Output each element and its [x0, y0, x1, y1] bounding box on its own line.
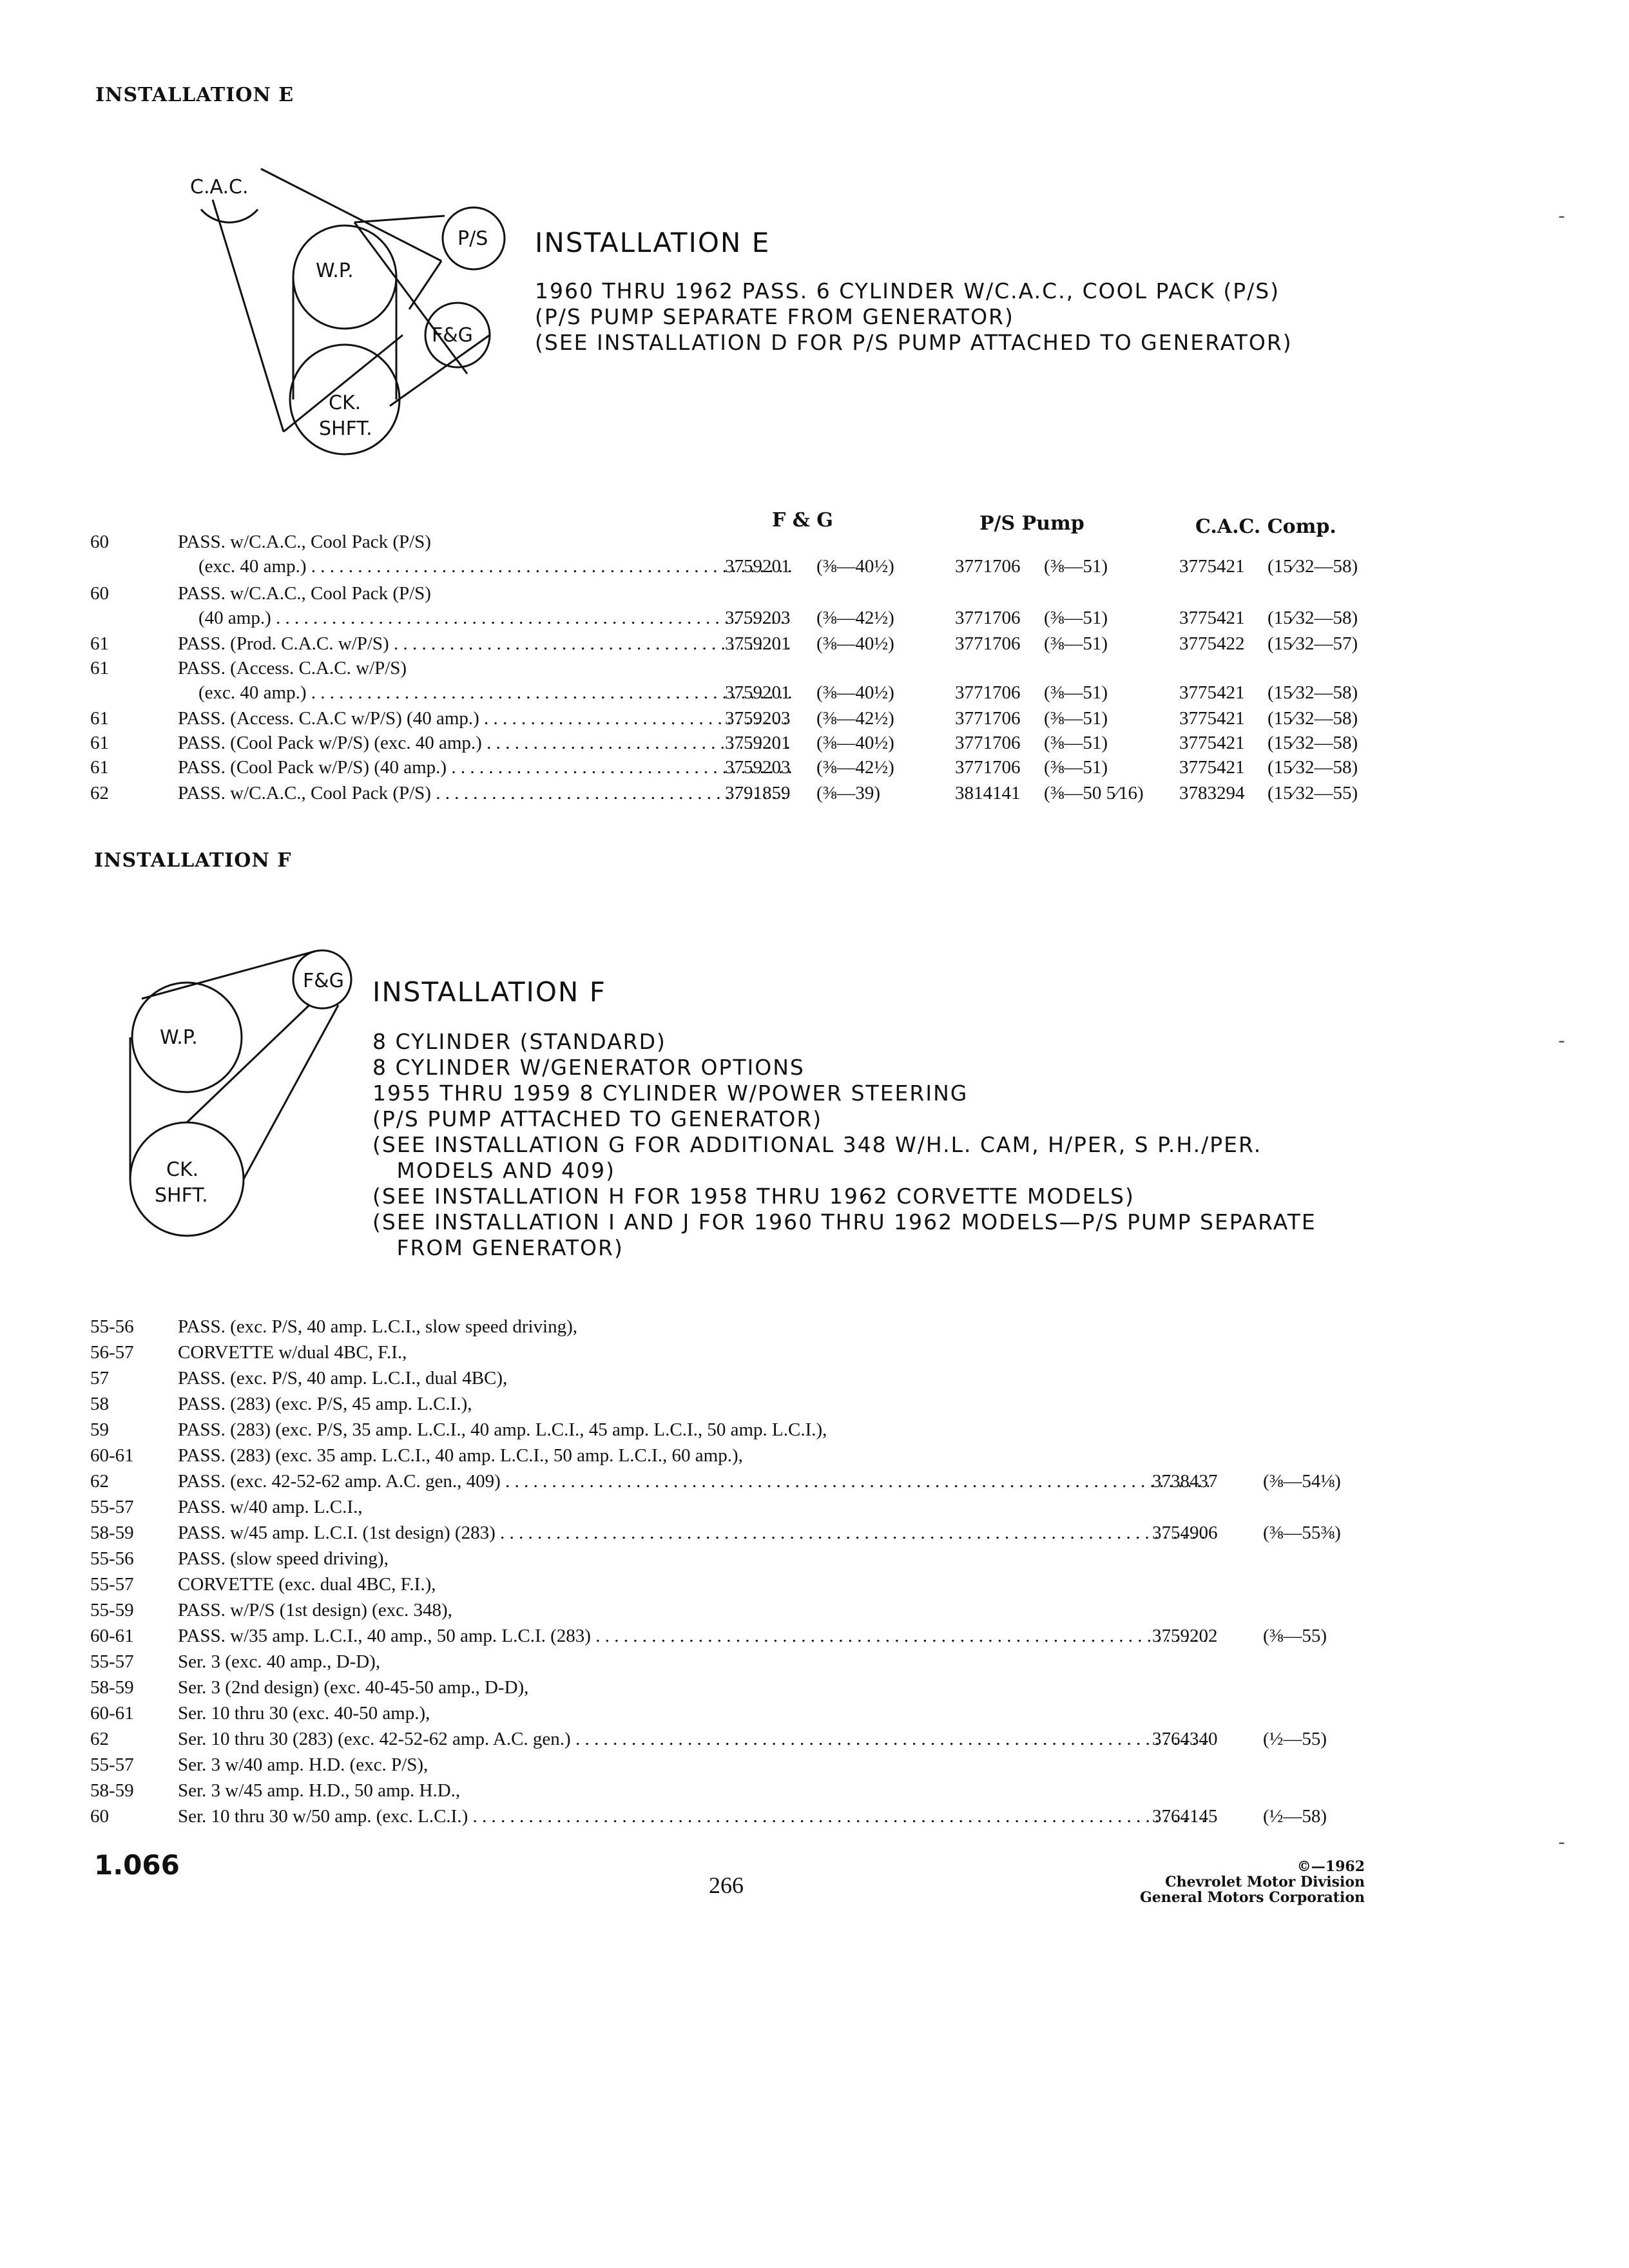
table-row: [90, 706, 1379, 731]
ps-part-number: 3814141: [955, 783, 1021, 803]
part-number: 3754906: [1152, 1523, 1218, 1543]
ps-belt-size: (⅜—51): [1044, 633, 1108, 654]
fg-belt-size: (⅜—40½): [816, 633, 894, 654]
division-name: Chevrolet Motor Division: [1165, 1874, 1365, 1890]
ck-label: CK.: [166, 1158, 199, 1181]
model-description-cont: (exc. 40 amp.) . . .: [198, 554, 791, 579]
diagram-title-f: INSTALLATION F: [372, 976, 606, 1008]
model-description: PASS. w/C.A.C., Cool Pack (P/S) . . .: [178, 781, 791, 805]
model-description: PASS. w/C.A.C., Cool Pack (P/S): [178, 532, 431, 552]
fg-belt-size: (⅜—42½): [816, 708, 894, 729]
ps-part-number: 3771706: [955, 757, 1021, 778]
model-description: PASS. (exc. P/S, 40 amp. L.C.I., dual 4BC),: [178, 1368, 508, 1389]
model-year: 58-59: [90, 1677, 134, 1698]
ck-label: CK.: [329, 392, 361, 414]
model-description: Ser. 3 (exc. 40 amp., D-D),: [178, 1651, 381, 1672]
shft-label: SHFT.: [319, 418, 372, 440]
column-header-ps-pump: P/S Pump: [979, 512, 1084, 535]
model-description: PASS. w/P/S (1st design) (exc. 348),: [178, 1600, 452, 1620]
belt-size: (½—58): [1263, 1806, 1327, 1827]
ps-belt-size: (⅜—51): [1044, 682, 1108, 703]
table-row: [90, 1675, 1379, 1700]
model-description: PASS. (Prod. C.A.C. w/P/S) . . .: [178, 631, 791, 656]
table-row: [90, 1572, 1379, 1597]
model-year: 55-56: [90, 1548, 134, 1569]
table-row: [90, 1804, 1379, 1829]
fg-belt-size: (⅜—39): [816, 783, 881, 803]
part-number: 3738437: [1152, 1471, 1218, 1492]
model-year: 62: [90, 1729, 109, 1749]
margin-mark: -: [1558, 205, 1565, 227]
cac-part-number: 3775421: [1179, 556, 1245, 577]
model-description: PASS. (slow speed driving),: [178, 1548, 389, 1569]
model-year: 58-59: [90, 1523, 134, 1543]
cac-pulley-icon: [201, 209, 258, 222]
column-header-cac-comp: C.A.C. Comp.: [1195, 515, 1336, 538]
table-row: [90, 1366, 1379, 1390]
section-number: 1.066: [94, 1849, 180, 1881]
table-row: [90, 1418, 1379, 1442]
table-row: [90, 631, 1379, 656]
diagram-note-line: (P/S PUMP ATTACHED TO GENERATOR): [372, 1106, 823, 1131]
diagram-note-line: (SEE INSTALLATION I AND J FOR 1960 THRU 1962 MODELS—P/S PUMP SEPARATE: [372, 1209, 1316, 1235]
ps-part-number: 3771706: [955, 682, 1021, 703]
diagram-title-e: INSTALLATION E: [535, 227, 771, 258]
model-year: 60: [90, 532, 109, 552]
cac-part-number: 3775421: [1179, 757, 1245, 778]
table-row: [90, 1443, 1379, 1468]
cac-belt-size: (15⁄32—55): [1268, 783, 1358, 803]
model-description: PASS. (exc. P/S, 40 amp. L.C.I., slow speed driving),: [178, 1316, 578, 1337]
fg-belt-size: (⅜—42½): [816, 757, 894, 778]
cac-part-number: 3775421: [1179, 682, 1245, 703]
section-heading-f: INSTALLATION F: [94, 849, 292, 872]
diagram-note-line: 8 CYLINDER (STANDARD): [372, 1029, 666, 1054]
fg-part-number: 3759203: [725, 608, 791, 628]
cac-belt-size: (15⁄32—58): [1268, 608, 1358, 628]
cac-part-number: 3775421: [1179, 733, 1245, 753]
model-description: PASS. (Cool Pack w/P/S) (40 amp.) . . .: [178, 755, 791, 780]
diagram-note-line: (P/S PUMP SEPARATE FROM GENERATOR): [535, 304, 1014, 329]
diagram-note-line: (SEE INSTALLATION D FOR P/S PUMP ATTACHED TO GENERATOR): [535, 330, 1293, 355]
table-row: [90, 1392, 1379, 1416]
table-row: [90, 1314, 1379, 1339]
fg-part-number: 3791859: [725, 783, 791, 803]
diagram-note-line: 1955 THRU 1959 8 CYLINDER W/POWER STEERING: [372, 1081, 969, 1106]
cac-belt-size: (15⁄32—58): [1268, 733, 1358, 753]
fg-part-number: 3759201: [725, 733, 791, 753]
ps-part-number: 3771706: [955, 733, 1021, 753]
corporation-name: General Motors Corporation: [1139, 1889, 1365, 1906]
table-row: [90, 1340, 1379, 1365]
diagram-note-line: (SEE INSTALLATION H FOR 1958 THRU 1962 CORVETTE MODELS): [372, 1184, 1135, 1209]
ps-part-number: 3771706: [955, 556, 1021, 577]
cac-belt-size: (15⁄32—58): [1268, 757, 1358, 778]
model-year: 60-61: [90, 1703, 134, 1724]
model-year: 58: [90, 1394, 109, 1414]
cac-part-number: 3783294: [1179, 783, 1245, 803]
cac-label: C.A.C.: [190, 176, 249, 198]
model-description-cont: (exc. 40 amp.) . . .: [198, 680, 791, 705]
model-year: 55-59: [90, 1600, 134, 1620]
model-year: 62: [90, 1471, 109, 1492]
fg-part-number: 3759203: [725, 757, 791, 778]
model-description: Ser. 10 thru 30 (exc. 40-50 amp.),: [178, 1703, 430, 1724]
ps-belt-size: (⅜—51): [1044, 708, 1108, 729]
model-description: CORVETTE w/dual 4BC, F.I.,: [178, 1342, 407, 1363]
diagram-notes-f: [372, 1029, 1316, 1261]
shft-label: SHFT.: [155, 1184, 208, 1207]
table-row: [90, 1727, 1379, 1751]
belt-size: (⅜—54⅛): [1263, 1471, 1341, 1492]
copyright: ©—1962: [1296, 1858, 1365, 1875]
wp-label: W.P.: [160, 1026, 198, 1049]
table-row: [90, 1753, 1379, 1777]
column-header-fg: F & G: [772, 509, 833, 532]
table-row: [90, 781, 1379, 805]
fg-label: F&G: [432, 324, 473, 347]
table-e: [90, 530, 1379, 820]
ps-belt-size: (⅜—51): [1044, 757, 1108, 778]
cac-belt-size: (15⁄32—58): [1268, 556, 1358, 577]
table-row: [90, 656, 1379, 705]
table-row: [90, 1495, 1379, 1519]
cac-belt-size: (15⁄32—57): [1268, 633, 1358, 654]
belt-diagram-e: [187, 148, 522, 470]
table-row: [90, 1546, 1379, 1571]
table-row: [90, 581, 1379, 630]
ps-label: P/S: [458, 227, 488, 250]
model-year: 62: [90, 783, 109, 803]
diagram-notes-e: [535, 278, 1293, 356]
model-year: 60-61: [90, 1445, 134, 1466]
table-row: [90, 1469, 1379, 1494]
table-row: [90, 731, 1379, 755]
table-row: [90, 1598, 1379, 1622]
diagram-note-line: MODELS AND 409): [372, 1158, 616, 1183]
model-description-cont: (40 amp.) . . .: [198, 606, 791, 630]
fg-belt-size: (⅜—42½): [816, 608, 894, 628]
part-number: 3764340: [1152, 1729, 1218, 1749]
diagram-note-line: 8 CYLINDER W/GENERATOR OPTIONS: [372, 1055, 805, 1080]
model-description: Ser. 3 w/40 amp. H.D. (exc. P/S),: [178, 1754, 429, 1775]
model-description: Ser. 10 thru 30 (283) (exc. 42-52-62 amp. A.C. gen.) . . .: [178, 1727, 1209, 1751]
fg-belt-size: (⅜—40½): [816, 682, 894, 703]
model-year: 61: [90, 757, 109, 778]
model-year: 56-57: [90, 1342, 134, 1363]
fg-label: F&G: [303, 970, 344, 992]
margin-mark: -: [1558, 1831, 1565, 1854]
cac-part-number: 3775422: [1179, 633, 1245, 654]
model-description: Ser. 10 thru 30 w/50 amp. (exc. L.C.I.) . . .: [178, 1804, 1209, 1829]
model-year: 55-57: [90, 1574, 134, 1595]
section-heading-e: INSTALLATION E: [95, 84, 294, 106]
model-description: CORVETTE (exc. dual 4BC, F.I.),: [178, 1574, 436, 1595]
fg-belt-size: (⅜—40½): [816, 733, 894, 753]
table-row: [90, 530, 1379, 579]
model-description: PASS. (283) (exc. 35 amp. L.C.I., 40 amp. L.C.I., 50 amp. L.C.I., 60 amp.),: [178, 1445, 743, 1466]
model-description: Ser. 3 w/45 amp. H.D., 50 amp. H.D.,: [178, 1780, 461, 1801]
belt-size: (⅜—55): [1263, 1626, 1327, 1646]
table-f: [90, 1314, 1379, 1856]
model-description: PASS. (Cool Pack w/P/S) (exc. 40 amp.) . . .: [178, 731, 791, 755]
model-year: 60: [90, 583, 109, 604]
table-row: [90, 1649, 1379, 1674]
table-row: [90, 1624, 1379, 1648]
table-row: [90, 1701, 1379, 1725]
model-year: 61: [90, 733, 109, 753]
table-row: [90, 755, 1379, 780]
ps-belt-size: (⅜—51): [1044, 556, 1108, 577]
model-year: 55-56: [90, 1316, 134, 1337]
publisher-block: [1043, 1859, 1365, 1905]
model-year: 60: [90, 1806, 109, 1827]
fg-part-number: 3759201: [725, 556, 791, 577]
cac-part-number: 3775421: [1179, 708, 1245, 729]
diagram-note-line: 1960 THRU 1962 PASS. 6 CYLINDER W/C.A.C., COOL PACK (P/S): [535, 278, 1280, 303]
model-year: 58-59: [90, 1780, 134, 1801]
model-description: PASS. (283) (exc. P/S, 35 amp. L.C.I., 40 amp. L.C.I., 45 amp. L.C.I., 50 amp. L.C.I.),: [178, 1419, 827, 1440]
model-description: PASS. (Access. C.A.C w/P/S) (40 amp.) . . .: [178, 706, 791, 731]
margin-mark: -: [1558, 1030, 1565, 1052]
fg-part-number: 3759203: [725, 708, 791, 729]
belt-size: (½—55): [1263, 1729, 1327, 1749]
ps-belt-size: (⅜—50 5⁄16): [1044, 783, 1144, 803]
ps-part-number: 3771706: [955, 708, 1021, 729]
ps-part-number: 3771706: [955, 608, 1021, 628]
model-year: 55-57: [90, 1651, 134, 1672]
model-description: PASS. (Access. C.A.C. w/P/S): [178, 658, 407, 678]
cac-belt-size: (15⁄32—58): [1268, 708, 1358, 729]
model-year: 61: [90, 658, 109, 678]
fg-part-number: 3759201: [725, 633, 791, 654]
diagram-note-line: (SEE INSTALLATION G FOR ADDITIONAL 348 W/H.L. CAM, H/PER, S P.H./PER.: [372, 1132, 1262, 1157]
ps-belt-size: (⅜—51): [1044, 733, 1108, 753]
part-number: 3759202: [1152, 1626, 1218, 1646]
cac-belt-size: (15⁄32—58): [1268, 682, 1358, 703]
model-description: PASS. (exc. 42-52-62 amp. A.C. gen., 409) . . .: [178, 1469, 1209, 1494]
table-row: [90, 1521, 1379, 1545]
table-row: [90, 1778, 1379, 1803]
fg-belt-size: (⅜—40½): [816, 556, 894, 577]
belt-size: (⅜—55⅜): [1263, 1523, 1341, 1543]
ps-part-number: 3771706: [955, 633, 1021, 654]
wp-label: W.P.: [316, 260, 354, 282]
model-year: 55-57: [90, 1497, 134, 1517]
model-year: 55-57: [90, 1754, 134, 1775]
part-number: 3764145: [1152, 1806, 1218, 1827]
model-year: 60-61: [90, 1626, 134, 1646]
fg-part-number: 3759201: [725, 682, 791, 703]
belt-diagram-f: [116, 941, 374, 1244]
model-description: PASS. w/C.A.C., Cool Pack (P/S): [178, 583, 431, 604]
model-year: 57: [90, 1368, 109, 1389]
model-description: PASS. w/35 amp. L.C.I., 40 amp., 50 amp. L.C.I. (283) . . .: [178, 1624, 1209, 1648]
model-year: 61: [90, 633, 109, 654]
model-description: PASS. (283) (exc. P/S, 45 amp. L.C.I.),: [178, 1394, 472, 1414]
model-year: 59: [90, 1419, 109, 1440]
model-description: PASS. w/45 amp. L.C.I. (1st design) (283) . . .: [178, 1521, 1209, 1545]
diagram-note-line: FROM GENERATOR): [372, 1235, 624, 1260]
model-description: PASS. w/40 amp. L.C.I.,: [178, 1497, 363, 1517]
model-description: Ser. 3 (2nd design) (exc. 40-45-50 amp., D-D),: [178, 1677, 529, 1698]
page-number: 266: [709, 1872, 744, 1898]
cac-part-number: 3775421: [1179, 608, 1245, 628]
ps-belt-size: (⅜—51): [1044, 608, 1108, 628]
model-year: 61: [90, 708, 109, 729]
